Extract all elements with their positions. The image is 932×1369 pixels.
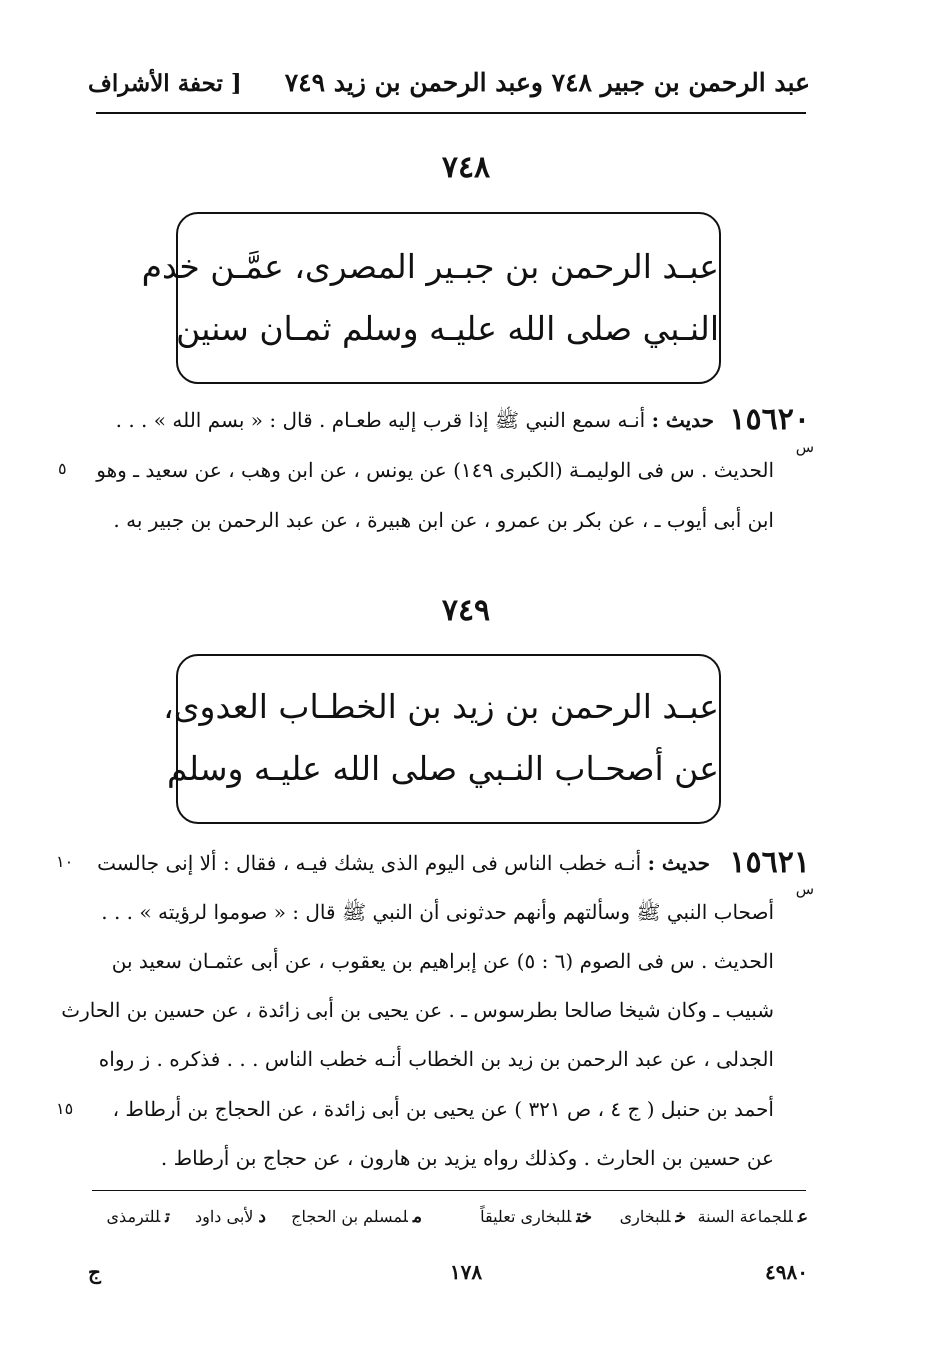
section-title-line: عبـد الرحمن بن جبـير المصرى، عمَّـن خدم [141, 247, 719, 286]
hadith-number: ١٥٦٢٠ [729, 402, 810, 437]
sigla-label: للبخارى [619, 1207, 671, 1226]
section-title-line: النـبي صلى الله عليـه وسلم ثمـان سنين [176, 309, 719, 348]
section-title-line: عن أصحـاب النـبي صلى الله عليـه وسلم [166, 749, 719, 788]
sigla-label: للبخارى تعليقاً [480, 1207, 572, 1226]
book-title: [ تحفة الأشراف [88, 70, 242, 97]
section-title-box [141, 212, 721, 384]
hadith-text: أنـه خطب الناس فى اليوم الذى يشك فيـه ، فقال : ألا إنى جالست [97, 851, 642, 875]
section-title-line: عبـد الرحمن بن زيد بن الخطـاب العدوى، [163, 687, 719, 726]
sigla-code: د [258, 1207, 266, 1227]
sigla-label: لأبى داود [195, 1207, 254, 1226]
margin-source-mark: س [795, 438, 814, 456]
page-number: ١٧٨ [449, 1260, 483, 1284]
sigla-code: م [412, 1207, 422, 1227]
margin-line-number: ١٠ [56, 852, 74, 871]
hadith-line: الجدلى ، عن عبد الرحمن بن زيد بن الخطاب أنـه خطب الناس . . . فذكره . ز رواه [98, 1047, 774, 1071]
margin-source-mark: س [795, 880, 814, 898]
sigla-code: ت [165, 1207, 170, 1227]
sigla-code: خ [675, 1207, 686, 1227]
sigla-key-item [698, 1207, 808, 1227]
margin-line-number: ٥ [58, 459, 67, 478]
section-number: ٧٤٨ [441, 150, 491, 185]
sigla-code: ع [797, 1207, 808, 1227]
header-rule [96, 112, 806, 114]
sigla-label: للترمذى [106, 1207, 161, 1226]
hadith-line: أحمد بن حنبل ( ج ٤ ، ص ٣٢١ ) عن يحيى بن أبى زائدة ، عن الحجاج بن أرطاط ، [112, 1097, 774, 1121]
hadith-text: أنـه سمع النبي ﷺ إذا قرب إليه طعـام . قال : « بسم الله » . . . [115, 408, 646, 432]
sigla-key-item [195, 1207, 266, 1227]
hadith-number: ١٥٦٢١ [729, 845, 810, 880]
footer-rule [92, 1190, 806, 1191]
sigla-code: خت [576, 1207, 592, 1227]
hadith-count-number: ٤٩٨٠ [765, 1260, 808, 1284]
running-title: عبد الرحمن بن جبير ٧٤٨ وعبد الرحمن بن زيد ٧٤٩ [284, 68, 810, 97]
hadith-line [97, 848, 710, 878]
volume-mark: ج [88, 1260, 101, 1284]
margin-line-number: ١٥ [56, 1099, 74, 1118]
section-title-box [163, 654, 721, 824]
sigla-label: للجماعة السنة [697, 1207, 793, 1226]
sigla-key-item [291, 1207, 422, 1227]
hadith-line: الحديث . س فى الوليمـة (الكبرى ١٤٩) عن يونس ، عن ابن وهب ، عن سعيد ـ وهو [96, 458, 774, 482]
hadith-lead: حديث : [647, 851, 710, 875]
sigla-key-item [107, 1207, 170, 1227]
sigla-key-item [480, 1207, 592, 1227]
hadith-line: عن حسين بن الحارث . وكذلك رواه يزيد بن هارون ، عن حجاج بن أرطاط . [160, 1146, 774, 1170]
sigla-label: لمسلم بن الحجاج [291, 1207, 408, 1226]
hadith-line: أصحاب النبي ﷺ وسألتهم وأنهم حدثونى أن النبي ﷺ قال : « صوموا لرؤيته » . . . [101, 900, 774, 924]
hadith-lead: حديث : [651, 408, 714, 432]
hadith-line [116, 405, 714, 435]
section-number: ٧٤٩ [441, 593, 491, 628]
hadith-line: الحديث . س فى الصوم (٦ : ٥) عن إبراهيم بن يعقوب ، عن أبى عثمـان سعيد بن [111, 949, 774, 973]
hadith-line: شبيب ـ وكان شيخا صالحا بطرسوس ـ . عن يحيى بن أبى زائدة ، عن حسين بن الحارث [61, 998, 774, 1022]
hadith-line: ابن أبى أيوب ـ ، عن بكر بن عمرو ، عن ابن هبيرة ، عن عبد الرحمن بن جبير به . [113, 508, 774, 532]
sigla-key-item [620, 1207, 686, 1227]
